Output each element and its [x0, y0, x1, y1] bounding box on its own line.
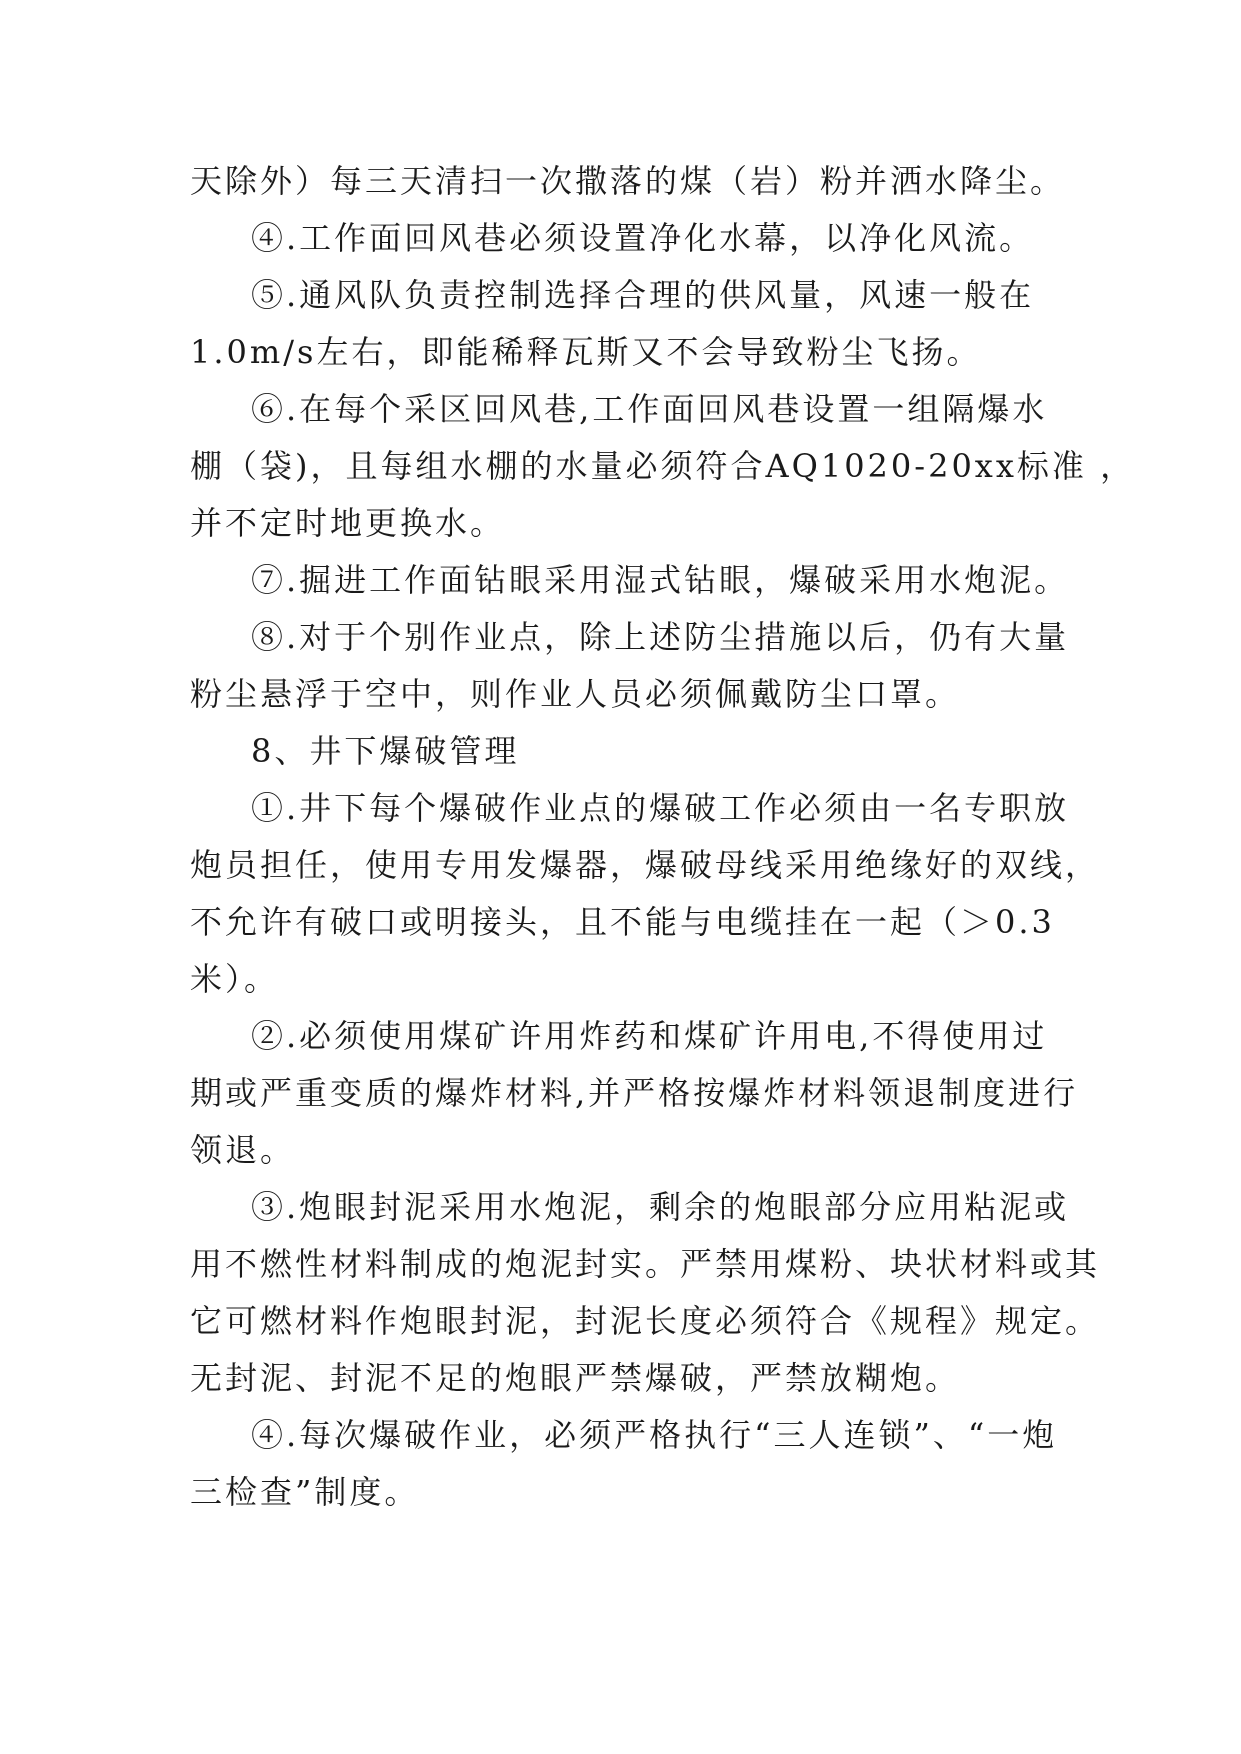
- text-line: 天除外）每三天清扫一次撒落的煤（岩）粉并洒水降尘。: [190, 162, 1066, 200]
- text-line: 并不定时地更换水。: [190, 504, 506, 542]
- text-line: 领退。: [190, 1131, 296, 1169]
- text-line: 棚（袋)，且每组水棚的水量必须符合AQ1020-20xx标准 ，: [190, 447, 1136, 485]
- text-line: 期或严重变质的爆炸材料,并严格按爆炸材料领退制度进行: [190, 1074, 1079, 1112]
- text-line: ④.每次爆破作业，必须严格执行“三人连锁”、“一炮: [251, 1416, 1058, 1454]
- text-line: 无封泥、封泥不足的炮眼严禁爆破，严禁放糊炮。: [190, 1359, 961, 1397]
- document-body: [190, 153, 1136, 1521]
- text-line: ①.井下每个爆破作业点的爆破工作必须由一名专职放: [251, 789, 1070, 827]
- text-line: ④.工作面回风巷必须设置净化水幕，以净化风流。: [251, 219, 1035, 257]
- text-line: ⑧.对于个别作业点，除上述防尘措施以后，仍有大量: [251, 618, 1070, 656]
- text-line: 它可燃材料作炮眼封泥，封泥长度必须符合《规程》规定。: [190, 1302, 1101, 1340]
- text-line: ②.必须使用煤矿许用炸药和煤矿许用电,不得使用过: [251, 1017, 1048, 1055]
- text-line: ⑤.通风队负责控制选择合理的供风量，风速一般在: [251, 276, 1035, 314]
- text-line: 炮员担任，使用专用发爆器，爆破母线采用绝缘好的双线，: [190, 846, 1101, 884]
- text-line: 粉尘悬浮于空中，则作业人员必须佩戴防尘口罩。: [190, 675, 961, 713]
- text-line: 用不燃性材料制成的炮泥封实。严禁用煤粉、块状材料或其: [190, 1245, 1101, 1283]
- text-line: ③.炮眼封泥采用水炮泥，剩余的炮眼部分应用粘泥或: [251, 1188, 1070, 1226]
- text-line: ⑦.掘进工作面钻眼采用湿式钻眼，爆破采用水炮泥。: [251, 561, 1070, 599]
- text-line: 三检查”制度。: [190, 1473, 420, 1511]
- text-line: 米）。: [190, 960, 280, 998]
- section-heading: 8、井下爆破管理: [251, 732, 520, 770]
- text-line: 不允许有破口或明接头，且不能与电缆挂在一起（＞0.3: [190, 903, 1055, 941]
- text-line: 1.0m/s左右，即能稀释瓦斯又不会导致粉尘飞扬。: [190, 333, 982, 371]
- text-line: ⑥.在每个采区回风巷,工作面回风巷设置一组隔爆水: [251, 390, 1048, 428]
